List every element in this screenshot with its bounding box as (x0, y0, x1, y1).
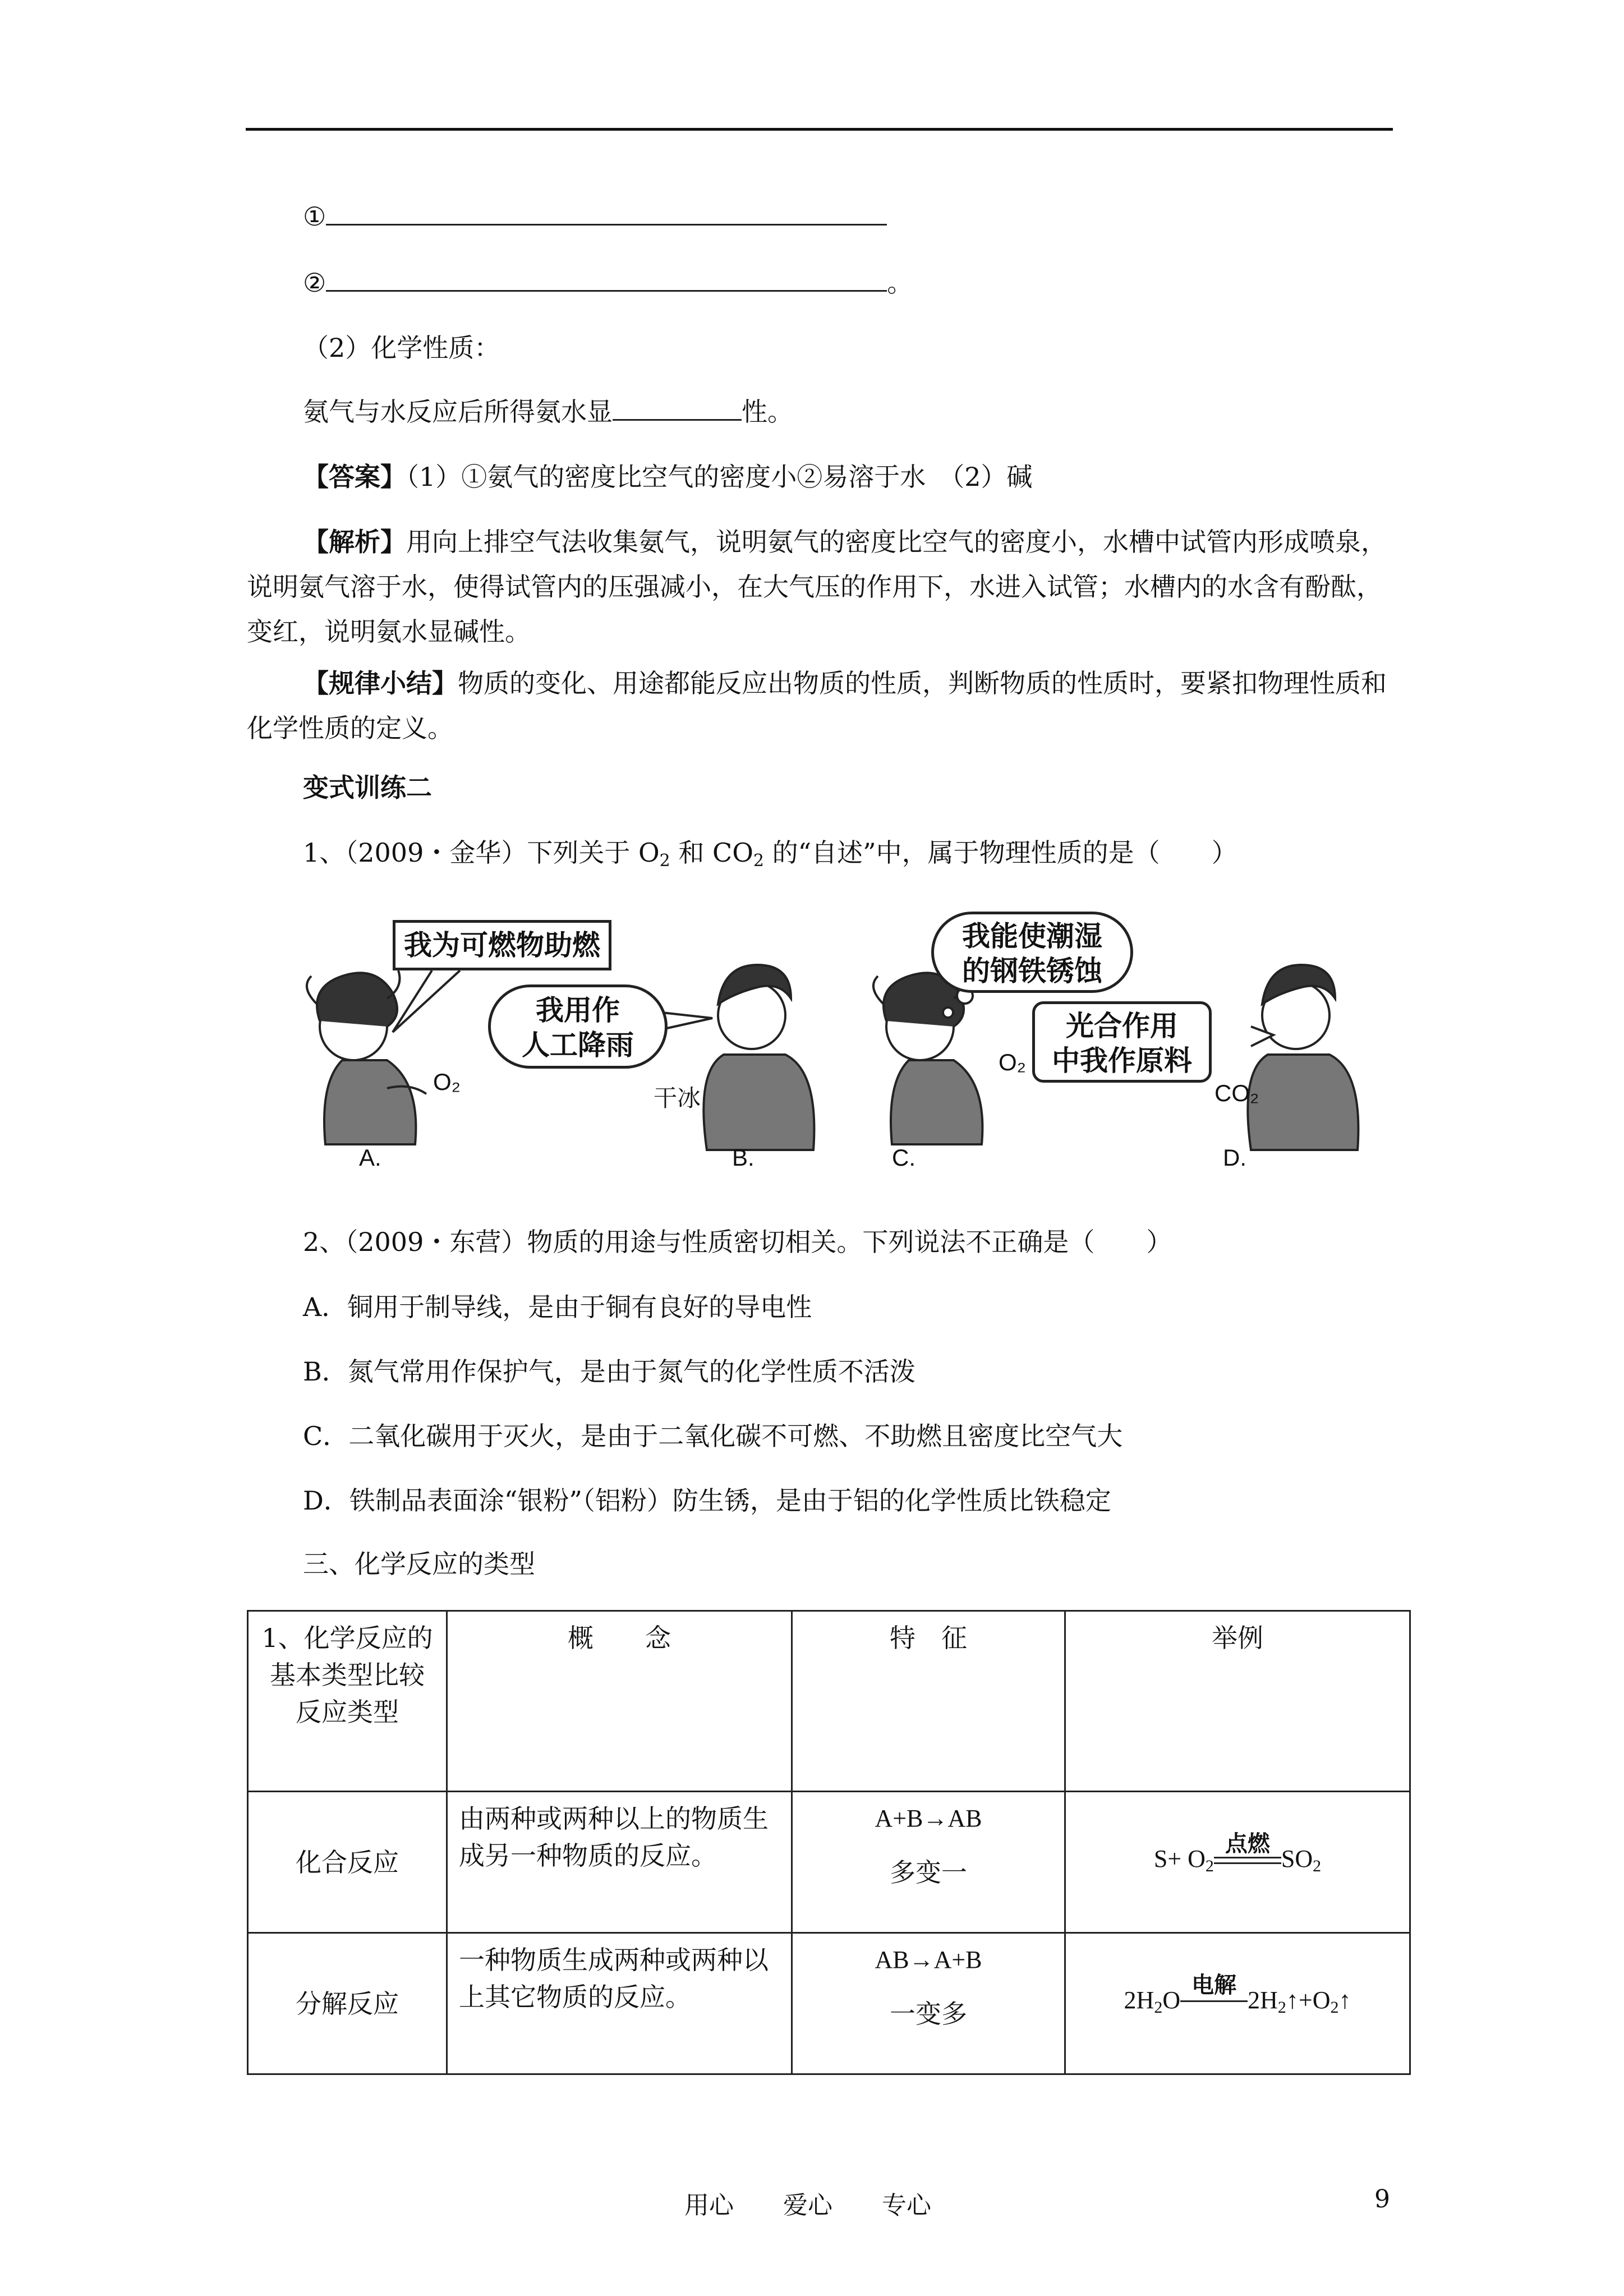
bubble-c: 我能使潮湿 的钢铁锈蚀 (931, 912, 1133, 993)
question-2: 2、（2009・东营）物质的用途与性质密切相关。下列说法不正确是（ ） (303, 1227, 1172, 1257)
label-dry-ice: 干冰 (654, 1084, 701, 1112)
bubble-b: 我用作 人工降雨 (488, 984, 668, 1069)
header-rule (246, 128, 1393, 131)
header-reaction-type: 1、化学反应的基本类型比较 反应类型 (248, 1611, 447, 1792)
row-1-feature-text: 多变一 (890, 1857, 967, 1888)
option-d: D．铁制品表面涂“银粉”（铝粉）防生锈，是由于铝的化学性质比铁稳定 (303, 1485, 1111, 1516)
row-1-general-formula: A+B→AB (875, 1805, 982, 1832)
table-row (248, 1933, 1410, 2074)
ammonia-blank[interactable] (613, 394, 742, 421)
chem-prop-heading: （2）化学性质： (303, 333, 500, 363)
reaction-type-table (247, 1610, 1411, 2075)
footer-motto: 用心 爱心 专心 (684, 2191, 931, 2220)
row-2-condition-arrow: 电解 (1180, 1990, 1248, 2013)
girl-a-figure (307, 970, 426, 1144)
answer (303, 460, 1033, 494)
page-number: 9 (1374, 2185, 1390, 2214)
blank-1-marker: ① (303, 201, 326, 232)
bubble-a: 我为可燃物助燃 (393, 920, 611, 970)
answer-text: （1）①氨气的密度比空气的密度小②易溶于水 （2）碱 (406, 462, 1033, 492)
answer-tag: 【答案】 (303, 462, 406, 492)
summary-text: 物质的变化、用途都能反应出物质的性质，判断物质的性质时，要紧扣物理性质和化学性质的定义。 (247, 668, 1387, 743)
summary (247, 661, 1397, 751)
ammonia-question: 氨气与水反应后所得氨水显 性。 (303, 394, 793, 429)
blank-2: ② 。 (303, 265, 913, 300)
label-o2-c: O₂ (999, 1049, 1026, 1075)
label-o2-a: O₂ (433, 1069, 461, 1095)
analysis-tag: 【解析】 (303, 527, 406, 557)
section-3-heading: 三、化学反应的类型 (303, 1549, 535, 1579)
variant-heading: 变式训练二 (303, 772, 432, 803)
blank-2-marker: ② (303, 268, 326, 298)
table-header-row (248, 1611, 1410, 1792)
row-1-type: 化合反应 (248, 1792, 447, 1933)
row-1-condition-arrow: 点燃 (1214, 1849, 1281, 1871)
blank-2-line[interactable] (326, 265, 887, 292)
caption-c: C. (892, 1144, 915, 1171)
row-2-concept: 一种物质生成两种或两种以上其它物质的反应。 (447, 1933, 792, 2074)
option-c: C．二氧化碳用于灭火，是由于二氧化碳不可燃、不助燃且密度比空气大 (303, 1421, 1123, 1451)
question-1: 1、（2009・金华）下列关于 $O_2$ 和 $CO_2$ 的“自述”中，属于物理性质的是（ ） (303, 838, 1237, 871)
analysis-text: 用向上排空气法收集氨气，说明氨气的密度比空气的密度小，水槽中试管内形成喷泉，说明氨气溶于水，使得试管内的压强减小，在大气压的作用下，水进入试管；水槽内的水含有酚酞，变红，说明氨水显碱性。 (247, 527, 1387, 647)
row-2-feature-text: 一变多 (890, 1999, 967, 2029)
row-1-concept: 由两种或两种以上的物质生成另一种物质的反应。 (447, 1792, 792, 1933)
option-a: A．铜用于制导线，是由于铜有良好的导电性 (303, 1292, 812, 1322)
caption-d: D. (1223, 1144, 1246, 1171)
bubble-d: 光合作用 中我作原料 (1032, 1001, 1212, 1083)
blank-1-line[interactable] (326, 199, 887, 226)
blank-1 (303, 199, 887, 233)
label-co2: CO₂ (1214, 1080, 1259, 1106)
analysis (247, 519, 1397, 654)
row-1-example: $S+ O_2$ 点燃 $SO_2$ (1065, 1792, 1410, 1933)
header-example: 举例 (1065, 1611, 1410, 1792)
row-1-feature (792, 1792, 1065, 1933)
row-2-type: 分解反应 (248, 1933, 447, 2074)
cartoon-figure (303, 909, 1369, 1178)
header-feature: 特 征 (792, 1611, 1065, 1792)
table-row (248, 1792, 1410, 1933)
row-2-example: $2H_2O$ 电解 $2H_2↑+O_2↑$ (1065, 1933, 1410, 2074)
header-concept: 概 念 (447, 1611, 792, 1792)
caption-b: B. (732, 1144, 755, 1171)
boy-d-figure (1248, 965, 1358, 1150)
row-2-general-formula: AB→A+B (875, 1946, 982, 1973)
boy-b-figure (703, 965, 814, 1150)
option-b: B．氮气常用作保护气，是由于氮气的化学性质不活泼 (303, 1356, 915, 1387)
summary-tag: 【规律小结】 (303, 668, 458, 698)
caption-a: A. (359, 1144, 381, 1171)
row-2-feature (792, 1933, 1065, 2074)
